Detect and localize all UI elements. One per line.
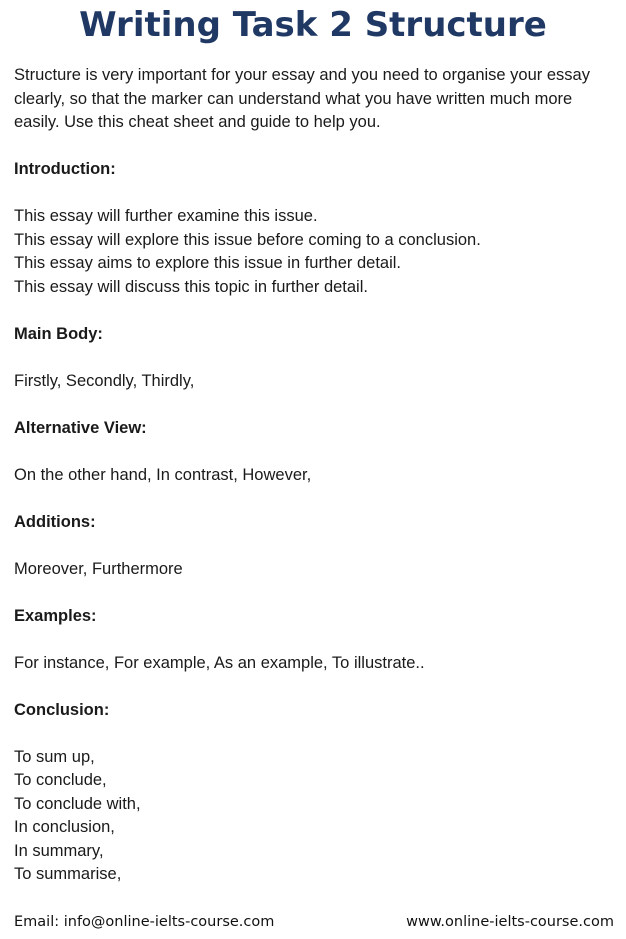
phrase-line: To sum up, <box>14 747 95 766</box>
footer-website: www.online-ielts-course.com <box>406 914 614 930</box>
section-heading: Main Body: <box>14 324 103 343</box>
phrase-line: To conclude, <box>14 771 107 789</box>
section-alternative-view <box>14 417 614 488</box>
page-title: Writing Task 2 Structure <box>79 5 547 45</box>
phrase-line: Moreover, Furthermore <box>14 559 183 578</box>
section-heading: Introduction: <box>14 160 116 178</box>
phrase-line: To conclude with, <box>14 794 141 813</box>
phrase-line: In conclusion, <box>14 818 115 836</box>
phrase-line: To summarise, <box>14 865 122 883</box>
phrase-line: This essay will further examine this issue. <box>14 207 318 225</box>
section-heading: Additions: <box>14 512 96 531</box>
intro-paragraph: Structure is very important for your essay and you need to organise your essay clearly, so that the marker can understand what you have written much more easily. Use this cheat sheet and guide to help you. <box>14 66 590 131</box>
phrase-line: Firstly, Secondly, Thirdly, <box>14 371 195 390</box>
section-conclusion <box>14 699 614 887</box>
phrase-line: This essay will discuss this topic in further detail. <box>14 277 368 296</box>
phrase-line: For instance, For example, As an example, To illustrate.. <box>14 653 425 672</box>
phrase-line: On the other hand, In contrast, However, <box>14 465 312 484</box>
section-heading: Examples: <box>14 606 97 625</box>
section-introduction <box>14 158 614 299</box>
section-examples <box>14 605 614 676</box>
section-main-body <box>14 323 614 394</box>
section-heading: Conclusion: <box>14 700 110 719</box>
phrase-line: This essay will explore this issue before coming to a conclusion. <box>14 230 481 249</box>
phrase-line: In summary, <box>14 841 104 860</box>
phrase-line: This essay aims to explore this issue in further detail. <box>14 254 402 272</box>
footer-email: Email: info@online-ielts-course.com <box>14 914 275 930</box>
section-additions <box>14 511 614 582</box>
document-body <box>14 64 614 910</box>
section-heading: Alternative View: <box>14 418 147 437</box>
